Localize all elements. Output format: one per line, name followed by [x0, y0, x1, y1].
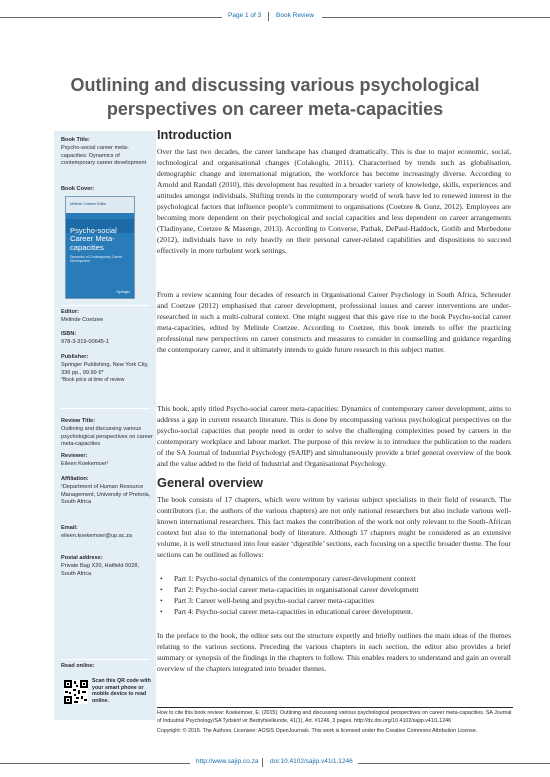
- list-item: • Part 3: Career well-being and psycho-social career meta-capacities: [160, 595, 510, 606]
- introduction-paragraph-3: This book, aptly titled Psycho-social career meta-capacities: Dynamics of contemporary career development, aims to address a gap in current research literature. This is done by encompassing various psychological perspectives on the psycho-social capacities that people need in order to solve the challenging complexities posed by careers in the contemporary workplace and labour market. The purpose of this review is to introduce the publication to the readers of the SA Journal of Industrial Psychology (SAJIP) and simultaneously provide a brief general overview of the book and the value added to the field of Industrial and Organisational Psychology.: [157, 404, 511, 468]
- book-title-block: [61, 137, 153, 168]
- review-title-block: [61, 418, 153, 449]
- page-footer: [0, 758, 550, 768]
- footer-separator: [262, 758, 263, 767]
- cover-publisher-logo: Springer: [116, 290, 130, 294]
- overview-paragraph-1: The book consists of 17 chapters, which were written by various subject specialists in their field of research. The contributors (i.e. the authors of the various chapters) are not only national researchers but also include various well-known international researchers. This fact makes the contribution of the work not only relevant to the South-African context but also to the international body of literature. Although 17 chapters might be considered as an extensive volume, it is well structured into four easier ‘digestible’ sections, each focusing on a specific broader theme. The four sections can be outlined as follows:: [157, 495, 511, 559]
- affiliation-value: ¹Department of Human Resource Management, University of Pretoria, South Africa: [61, 483, 151, 506]
- editor-block: [61, 309, 153, 325]
- cover-subtitle: Dynamics of Contemporary Career Development: [70, 255, 123, 263]
- postal-value: Private Bag X20, Hatfield 0028, South Africa: [61, 562, 140, 577]
- parts-list: [160, 573, 510, 617]
- book-cover-block: [61, 186, 153, 194]
- article-title: Outlining and discussing various psychological perspectives on career meta-capacities: [70, 75, 480, 119]
- book-cover-label: Book Cover:: [61, 186, 95, 192]
- footer-rule-left: [0, 763, 190, 764]
- email-label: Email:: [61, 525, 78, 531]
- postal-block: [61, 555, 153, 578]
- citation-rule: [157, 707, 513, 708]
- section-label: Book Review: [276, 12, 314, 19]
- copyright-notice: Copyright: © 2015. The Authors. Licensee: AOSIS OpenJournals. This work is licensed under the Creative Commons Attribution License.: [157, 728, 478, 734]
- reviewer-name: Eileen Koekemoer¹: [61, 460, 109, 467]
- list-item: • Part 1: Psycho-social dynamics of the contemporary career-development context: [160, 573, 510, 584]
- list-item: • Part 4: Psycho-social career meta-capacities in educational career development.: [160, 606, 510, 617]
- sidebar-divider: [61, 659, 150, 660]
- qr-code-icon[interactable]: [64, 680, 88, 704]
- isbn-block: [61, 331, 153, 347]
- sidebar-divider: [61, 408, 150, 409]
- journal-url-link[interactable]: http://www.sajip.co.za: [196, 758, 259, 765]
- cover-editor: Melinde Coetzee Editor: [70, 202, 107, 206]
- book-title-label: Book Title:: [61, 137, 90, 143]
- editor-label: Editor:: [61, 309, 80, 315]
- header-rule-left: [0, 17, 222, 18]
- reviewer-block: [61, 453, 153, 469]
- email-value[interactable]: eileen.koekemoer@up.ac.za: [61, 532, 132, 539]
- book-cover-image: [65, 196, 135, 299]
- publisher-value: Springer Publishing, New York City, 336 pp., 99.99 €*: [61, 361, 149, 376]
- review-title-label: Review Title:: [61, 418, 96, 424]
- introduction-paragraph-2: From a review scanning four decades of research in Organisational Career Psychology in South Africa, Schreuder and Coetzee (2012) emphasised that career development, professional issues and career interventions are under-researched in such a multi-cultural context. One might suggest that this gave rise to the book Psycho-social career meta-capacities, edited by Melinde Coetzee. According to Coetzee, this book intends to offer the practicing professional new perspectives on career constructs and measures to consider in counselling and guidance regarding the contemporary career, and it ultimately intends to guide future research in this subject matter.: [157, 290, 511, 354]
- review-title: Outlining and discussing various psychological perspectives on career meta-capacities: [61, 425, 153, 448]
- cover-title: Psycho-social Career Meta-capacities: [70, 226, 117, 252]
- email-block: [61, 525, 153, 541]
- footer-rule-right: [358, 763, 550, 764]
- header-separator: [268, 12, 269, 21]
- isbn-value: 978-3-319-00645-1: [61, 338, 109, 345]
- editor-name: Melinde Coetzee: [61, 316, 103, 323]
- read-online-block: [61, 663, 153, 671]
- introduction-heading: Introduction: [157, 127, 232, 142]
- page-header: [0, 12, 550, 22]
- publisher-block: [61, 354, 153, 385]
- book-title: Psycho-social career meta-capacities: Dynamics of contemporary career development: [61, 144, 147, 167]
- page-number-label: Page 1 of 3: [228, 12, 262, 19]
- publisher-label: Publisher:: [61, 354, 89, 360]
- price-note: *Book price at time of review: [61, 377, 125, 384]
- affiliation-label: Affiliation:: [61, 476, 89, 482]
- read-online-label: Read online:: [61, 663, 95, 669]
- qr-scan-instructions: Scan this QR code with your smart phone or mobile device to read online.: [92, 678, 151, 704]
- header-rule-right: [322, 17, 550, 18]
- postal-label: Postal address:: [61, 555, 103, 561]
- affiliation-block: [61, 476, 153, 507]
- list-item: • Part 2: Psycho-social career meta-capacities in organisational career development: [160, 584, 510, 595]
- isbn-label: ISBN:: [61, 331, 77, 337]
- general-overview-heading: General overview: [157, 475, 263, 490]
- introduction-paragraph-1: Over the last two decades, the career landscape has changed dramatically. This is due to major economic, social, technological and organisational changes (Colakoglu, 2011). Characterised by trends such as globalisation, demographic change and international migration, the workforce has become increasingly diverse. According to Arnold and Randall (2010), this development has resulted in a broader variety of knowledge, skills, experiences and attitudes amongst individuals. Shifting trends in the contemporary world of work have led to renewed interest in the psychological factors that influence people’s commitment to organisations (Coetzee & Gunz, 2012). Employees are becoming more dependent on their psychological and social capacities and less dependent on career arrangements (Tladinyane, Coetzee & Masenge, 2013). According to Converse, Pathak, DePaul-Haddock, Gotlib and Merbedone (2012), individuals have to rely heavily on their personal career-related capabilities and dispositions to succeed effectively in more turbulent work settings.: [157, 147, 511, 255]
- overview-paragraph-2: In the preface to the book, the editor sets out the structure expertly and briefly outlines the main ideas of the themes relating to the various sections. Preceding the various chapters in each section, the editor also provides a brief summary or synopsis of the findings in the chapters to follow. This enables readers to understand and gain an overall overview of the chapters integrated into broader themes.: [157, 631, 511, 673]
- reviewer-label: Reviewer:: [61, 453, 88, 459]
- how-to-cite: How to cite this book review: Koekemoer, E. (2015). Outlining and discussing various psychological perspectives on career meta-capacities. SA Journal of Industrial Psychology/SA Tydskrif vir Bedryfsielkunde, 41(1), Art. #1246, 3 pages. http://dx.doi.org/10.4102/sajip.v41i1.1246: [157, 710, 512, 724]
- sidebar-divider: [61, 305, 150, 306]
- doi-link[interactable]: doi:10.4102/sajip.v41i1.1246: [270, 758, 353, 765]
